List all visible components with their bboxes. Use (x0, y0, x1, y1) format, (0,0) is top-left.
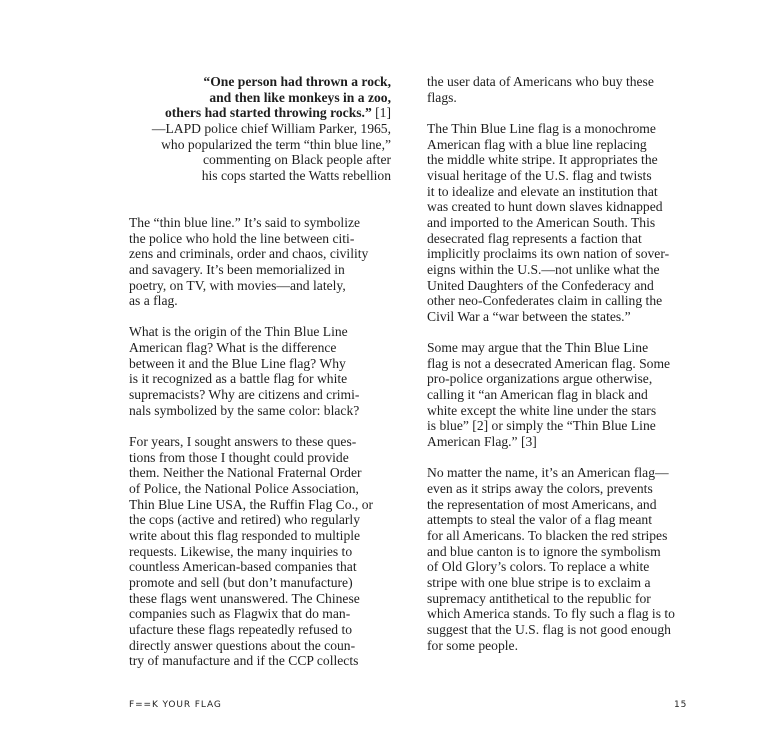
epigraph-attribution-line: —LAPD police chief William Parker, 1965, (151, 120, 391, 136)
text-line: What is the origin of the Thin Blue Line (129, 324, 348, 340)
paragraph (129, 215, 391, 309)
epigraph-attribution-line: his cops started the Watts rebellion (201, 167, 391, 183)
text-line: the police who hold the line between citi- (129, 230, 355, 246)
text-line: pro-police organizations argue otherwise, (427, 371, 653, 387)
text-line: is it recognized as a battle flag for white (129, 371, 348, 387)
text-line: poetry, on TV, with movies—and lately, (129, 277, 346, 293)
text-line: was created to hunt down slaves kidnapped (427, 199, 663, 215)
text-line: American flag with a blue line replacing (427, 136, 647, 152)
text-line: and imported to the American South. This (427, 214, 656, 230)
paragraph (427, 340, 689, 450)
text-line: companies such as Flagwix that do man- (129, 606, 351, 622)
epigraph (129, 74, 391, 184)
right-body-text (427, 74, 689, 653)
text-line: Some may argue that the Thin Blue Line (427, 340, 649, 356)
text-line: as a flag. (129, 293, 178, 309)
text-line: stripe with one blue stripe is to exclaim a (427, 574, 651, 590)
text-line: and blue canton is to ignore the symbolism (427, 543, 661, 559)
text-line: tions from those I thought could provide (129, 449, 349, 465)
text-line: suggest that the U.S. flag is not good enough (427, 621, 671, 637)
left-body-text (129, 215, 391, 669)
left-column (129, 74, 391, 685)
epigraph-attribution-line: who popularized the term “thin blue line,” (161, 136, 391, 152)
page-number: 15 (674, 700, 688, 710)
text-line: of Old Glory’s colors. To replace a white (427, 559, 650, 575)
text-line: them. Neither the National Fraternal Order (129, 465, 362, 481)
text-line: the representation of most Americans, and (427, 496, 657, 512)
paragraph (129, 324, 391, 418)
paragraph (427, 121, 689, 325)
text-line: the middle white stripe. It appropriates the (427, 152, 658, 168)
right-column (427, 74, 689, 669)
text-line: write about this flag responded to multiple (129, 527, 361, 543)
text-line: try of manufacture and if the CCP collects (129, 653, 359, 669)
text-line: of Police, the National Police Association, (129, 481, 359, 497)
paragraph (427, 465, 689, 653)
text-line: supremacists? Why are citizens and crimi- (129, 387, 360, 403)
text-line: promote and sell (but don’t manufacture) (129, 574, 353, 590)
running-footer-title: F==K YOUR FLAG (129, 700, 222, 710)
text-line: The Thin Blue Line flag is a monochrome (427, 120, 656, 136)
text-line: For years, I sought answers to these ques- (129, 434, 357, 450)
text-line: for all Americans. To blacken the red stripes (427, 527, 668, 543)
text-line: zens and criminals, order and chaos, civility (129, 246, 369, 262)
text-line: the cops (active and retired) who regularly (129, 512, 360, 528)
text-line: American flag? What is the difference (129, 340, 337, 356)
text-line: requests. Likewise, the many inquiries to (129, 543, 353, 559)
text-line: between it and the Blue Line flag? Why (129, 355, 346, 371)
text-line: white except the white line under the stars (427, 402, 657, 418)
text-line: nals symbolized by the same color: black? (129, 402, 360, 418)
paragraph (129, 434, 391, 669)
epigraph-quote-line: “One person had thrown a rock, (203, 74, 391, 89)
text-line: the user data of Americans who buy these (427, 74, 654, 89)
text-line: calling it “an American flag in black and (427, 387, 648, 403)
text-line: for some people. (427, 637, 518, 653)
epigraph-attribution-line: commenting on Black people after (203, 152, 391, 168)
text-line: Thin Blue Line USA, the Ruffin Flag Co., or (129, 496, 374, 512)
text-line: is blue” [2] or simply the “Thin Blue Line (427, 418, 656, 434)
text-line: desecrated flag represents a faction that (427, 230, 642, 246)
text-line: countless American-based companies that (129, 559, 357, 575)
text-line: eigns within the U.S.—not unlike what the (427, 261, 660, 277)
text-line: implicitly proclaims its own nation of sover- (427, 246, 670, 262)
text-line: flag is not a desecrated American flag. Some (427, 355, 671, 371)
text-line: other neo-Confederates claim in calling the (427, 293, 663, 309)
epigraph-quote-line: others had started throwing rocks.” (164, 105, 372, 121)
text-line: directly answer questions about the coun- (129, 637, 356, 653)
text-line: and savagery. It’s been memorialized in (129, 261, 345, 277)
epigraph-quote-line: and then like monkeys in a zoo, (209, 89, 391, 105)
text-line: these flags went unanswered. The Chinese (129, 590, 360, 606)
text-line: attempts to steal the valor of a flag meant (427, 512, 652, 528)
text-line: supremacy antithetical to the republic for (427, 590, 651, 606)
text-line: visual heritage of the U.S. flag and twists (427, 167, 652, 183)
text-line: which America stands. To fly such a flag is to (427, 606, 675, 622)
text-line: No matter the name, it’s an American flag— (427, 465, 669, 481)
text-line: it to idealize and elevate an institution that (427, 183, 658, 199)
text-line: even as it strips away the colors, prevents (427, 481, 653, 497)
text-line: ufacture these flags repeatedly refused to (129, 621, 353, 637)
footnote-reference: [1] (371, 105, 391, 121)
text-line: Civil War a “war between the states.” (427, 308, 631, 324)
text-line: American Flag.” [3] (427, 434, 537, 450)
text-line: The “thin blue line.” It’s said to symbolize (129, 214, 361, 230)
text-line: United Daughters of the Confederacy and (427, 277, 654, 293)
paragraph (427, 74, 689, 105)
text-line: flags. (427, 89, 457, 105)
